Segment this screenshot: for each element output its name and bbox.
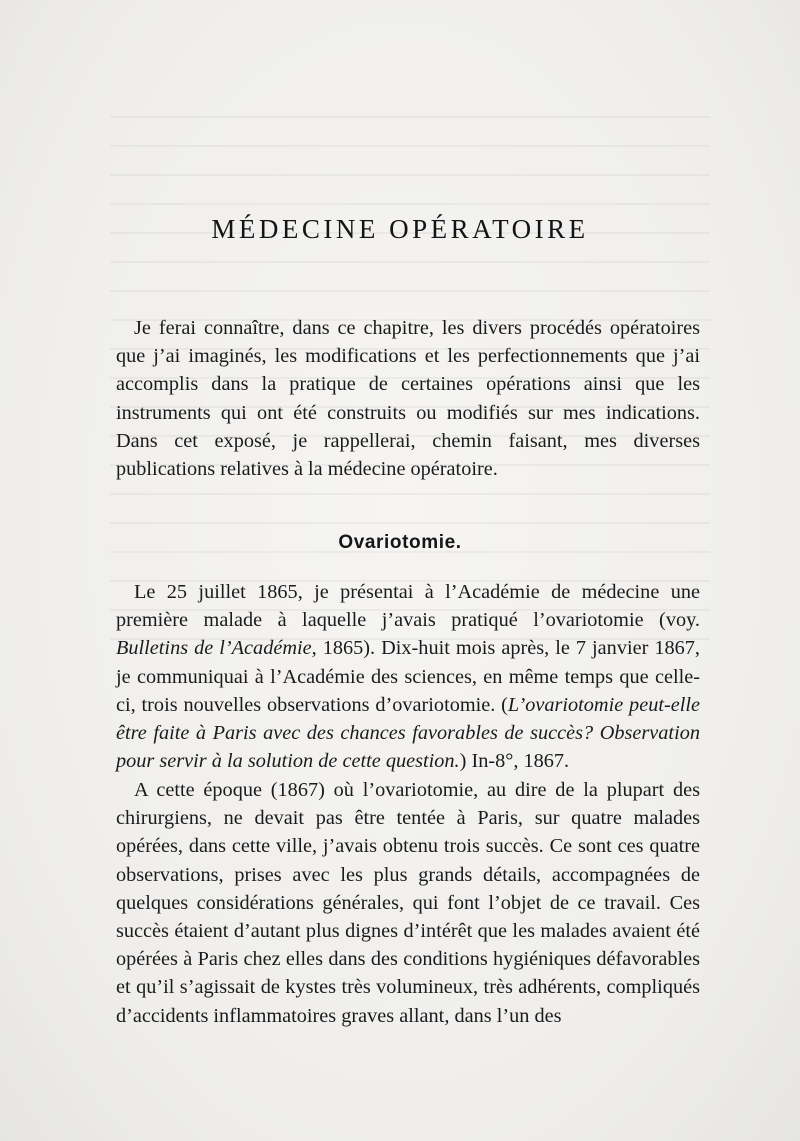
section-paragraph-1-block (116, 578, 700, 775)
p1-citation-bulletins: Bulletins de l’Académie (116, 637, 312, 660)
p1-text-c: ) In-8°, 1867. (459, 750, 570, 773)
intro-paragraph-block (116, 314, 700, 483)
p1-text-b: , 1865). Dix-huit mois après, le 7 janvier 1867, je communiquai à l’Académie des sciences, en même temps que celle-ci, trois nouvelles observations d’ovariotomie. ( (116, 637, 700, 716)
p1-text-a: Le 25 juillet 1865, je présentai à l’Académie de médecine une première malade à laquelle j’avais pratiqué l’ovariotomie (voy. (116, 581, 700, 632)
section-paragraph-2: A cette époque (1867) où l’ovariotomie, au dire de la plupart des chirurgiens, ne devait pas être tentée à Paris, sur quatre malades opérées, dans cette ville, j’avais obtenu trois succès. Ce sont ces quatre observations, prises avec les plus grands détails, accompagnées de quelques considérations générales, qui font l’objet de ce travail. Ces succès étaient d’autant plus dignes d’intérêt que les malades avaient été opérées à Paris chez elles dans des conditions hygiéniques défavorables et qu’il s’agissait de kystes très volumineux, très adhérents, compliqués d’accidents inflammatoires graves allant, dans l’un des (116, 779, 700, 1027)
intro-paragraph: Je ferai connaître, dans ce chapitre, les divers procédés opératoires que j’ai imaginés, les modifications et les perfectionnements que j’ai accomplis dans la pratique de certaines opérations ainsi que les instruments qui ont été construits ou modifiés sur mes indications. Dans cet exposé, je rappellerai, chemin faisant, mes diverses publications relatives à la médecine opératoire. (116, 317, 700, 481)
p1-citation-title: L’ovariotomie peut-elle être faite à Paris avec des chances favorables de succès? Observation pour servir à la solution de cette question. (116, 693, 700, 773)
section-heading: Ovariotomie. (338, 532, 462, 553)
section-paragraph-1 (116, 578, 700, 775)
section-paragraph-2-block (116, 776, 700, 1030)
page-title: MÉDECINE OPÉRATOIRE (211, 214, 589, 244)
